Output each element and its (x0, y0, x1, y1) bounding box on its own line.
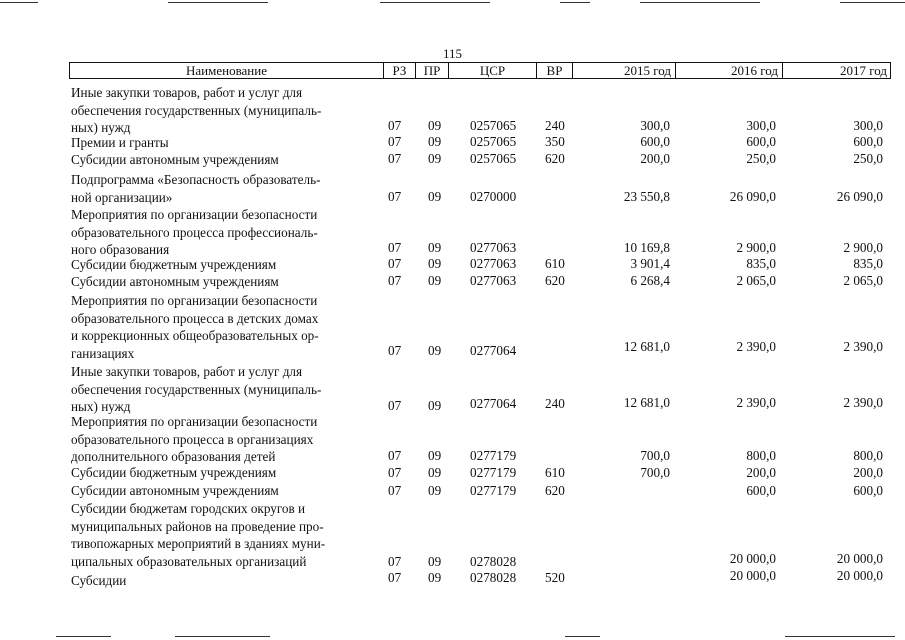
row-2017: 600,0 (853, 134, 883, 149)
row-pr: 09 (428, 256, 442, 271)
table-row (0, 169, 905, 205)
row-vr: 350 (545, 134, 565, 149)
row-vr (545, 239, 580, 256)
row-vr: 620 (545, 483, 565, 498)
row-rz: 07 (388, 398, 402, 413)
row-vr (545, 447, 580, 464)
table-row (0, 464, 905, 481)
table-row (0, 80, 905, 134)
row-name: Субсидии (71, 573, 127, 588)
row-csr: 0257065 (470, 134, 517, 149)
row-2016: 2 390,0 (736, 339, 776, 354)
row-rz: 07 (388, 483, 402, 498)
row-2015: 23 550,8 (623, 189, 670, 204)
row-csr: 0278028 (470, 570, 517, 585)
table-row (0, 273, 905, 289)
row-2015: 300,0 (640, 118, 670, 133)
scan-edge-line (785, 636, 895, 637)
row-rz: 07 (388, 256, 402, 271)
row-vr: 240 (545, 396, 565, 411)
row-2017: 200,0 (853, 465, 883, 480)
row-pr: 09 (428, 134, 442, 149)
row-name: Субсидии автономным учреждениям (71, 483, 279, 498)
table-row (0, 292, 905, 361)
row-pr: 09 (428, 483, 442, 498)
row-csr: 0277179 (470, 483, 517, 498)
row-2015: 12 681,0 (623, 339, 670, 354)
row-csr: 0277063 (470, 273, 517, 288)
row-pr: 09 (428, 554, 442, 569)
table-row (0, 482, 905, 499)
row-pr: 09 (428, 151, 442, 166)
table-row (0, 413, 905, 464)
row-rz: 07 (388, 134, 402, 149)
row-2017: 600,0 (853, 483, 883, 498)
row-vr: 240 (545, 118, 565, 133)
row-vr: 620 (545, 151, 565, 166)
row-2017: 800,0 (853, 448, 883, 463)
row-2016: 600,0 (746, 134, 776, 149)
row-rz: 07 (388, 240, 402, 255)
row-rz: 07 (388, 151, 402, 166)
row-name: Премии и гранты (71, 135, 169, 150)
row-2016: 600,0 (746, 483, 776, 498)
row-pr: 09 (428, 273, 442, 288)
header-csr: ЦСР (449, 63, 537, 79)
row-2016: 2 900,0 (736, 240, 776, 255)
table-row (0, 134, 905, 150)
row-name: Подпрограмма «Безопасность образователь- ной организации» (71, 172, 321, 205)
row-rz: 07 (388, 118, 402, 133)
row-2015 (580, 553, 670, 570)
row-2015: 3 901,4 (630, 256, 670, 271)
row-pr: 09 (428, 398, 442, 413)
row-2015: 700,0 (640, 465, 670, 480)
header-name: Наименование (70, 63, 384, 79)
row-vr (545, 188, 580, 205)
row-vr: 520 (545, 570, 565, 585)
row-pr: 09 (428, 465, 442, 480)
row-name: Субсидии автономным учреждениям (71, 152, 279, 167)
row-pr: 09 (428, 240, 442, 255)
row-rz: 07 (388, 554, 402, 569)
row-name: Иные закупки товаров, работ и услуг для обеспечения государственных (муниципаль- ных) нужд (71, 85, 322, 136)
row-2016: 250,0 (746, 151, 776, 166)
header-2017: 2017 год (840, 63, 887, 78)
row-2016: 200,0 (746, 465, 776, 480)
row-2016: 20 000,0 (729, 551, 776, 566)
row-csr: 0257065 (470, 118, 517, 133)
row-2015: 700,0 (640, 448, 670, 463)
row-2015 (580, 482, 670, 499)
table-row (0, 256, 905, 272)
row-csr: 0277064 (470, 343, 517, 358)
row-vr (545, 553, 580, 570)
header-2015: 2015 год (573, 63, 676, 79)
row-csr: 0277063 (470, 256, 517, 271)
row-2015: 12 681,0 (623, 395, 670, 410)
row-csr: 0278028 (470, 554, 517, 569)
row-2015: 600,0 (640, 134, 670, 149)
header-vr: ВР (537, 63, 573, 79)
row-2015: 200,0 (640, 151, 670, 166)
row-rz: 07 (388, 343, 402, 358)
row-pr: 09 (428, 189, 442, 204)
table-row (0, 569, 905, 590)
row-2017: 26 090,0 (836, 189, 883, 204)
row-vr: 610 (545, 465, 565, 480)
scan-edge-line (565, 636, 600, 637)
row-pr: 09 (428, 448, 442, 463)
row-2016: 2 390,0 (736, 395, 776, 410)
row-2015 (580, 569, 670, 586)
row-2017: 2 390,0 (843, 395, 883, 410)
row-name: Мероприятия по организации безопасности образовательного процесса в организациях дополнительного образования детей (71, 414, 318, 465)
row-2016: 800,0 (746, 448, 776, 463)
row-2017: 2 390,0 (843, 339, 883, 354)
row-pr: 09 (428, 118, 442, 133)
row-name: Субсидии бюджетным учреждениям (71, 465, 277, 480)
row-name: Субсидии бюджетным учреждениям (71, 257, 277, 272)
table-row (0, 500, 905, 570)
row-pr: 09 (428, 343, 442, 358)
row-rz: 07 (388, 448, 402, 463)
row-rz: 07 (388, 465, 402, 480)
row-csr: 0277179 (470, 448, 517, 463)
header-rz: РЗ (384, 63, 416, 79)
row-2016: 2 065,0 (736, 273, 776, 288)
row-2017: 20 000,0 (836, 568, 883, 583)
row-csr: 0270000 (470, 189, 517, 204)
row-pr: 09 (428, 570, 442, 585)
row-name: Мероприятия по организации безопасности образовательного процесса в детских домах и коррекционных общеобразовательных ор- ганизациях (71, 293, 319, 362)
table-row (0, 151, 905, 167)
row-2017: 835,0 (853, 256, 883, 271)
header-pr: ПР (416, 63, 449, 79)
row-2017: 2 065,0 (843, 273, 883, 288)
row-csr: 0277179 (470, 465, 517, 480)
row-csr: 0277064 (470, 396, 517, 411)
row-name: Мероприятия по организации безопасности образовательного процесса профессиональ- ного образования (71, 207, 318, 258)
row-2017: 250,0 (853, 151, 883, 166)
row-2017: 2 900,0 (843, 240, 883, 255)
row-2016: 20 000,0 (729, 568, 776, 583)
row-2016: 26 090,0 (729, 189, 776, 204)
row-2017: 300,0 (853, 118, 883, 133)
table-row (0, 361, 905, 414)
row-2017: 20 000,0 (836, 551, 883, 566)
row-rz: 07 (388, 273, 402, 288)
page-number: 115 (442, 46, 463, 61)
row-rz: 07 (388, 189, 402, 204)
row-2016: 300,0 (746, 118, 776, 133)
row-csr: 0277063 (470, 240, 517, 255)
row-csr: 0257065 (470, 151, 517, 166)
table-row (0, 204, 905, 256)
row-vr (545, 342, 580, 359)
row-2016: 835,0 (746, 256, 776, 271)
row-vr: 620 (545, 273, 565, 288)
row-name: Субсидии автономным учреждениям (71, 274, 279, 289)
row-2015: 6 268,4 (630, 273, 670, 288)
scan-edge-line (56, 636, 111, 637)
row-name: Субсидии бюджетам городских округов и муниципальных районов на проведение про- тивопожарных мероприятий в зданиях муни- ципальных образовательных организаций (71, 501, 326, 570)
row-name: Иные закупки товаров, работ и услуг для обеспечения государственных (муниципаль- ных) нужд (71, 364, 322, 415)
scan-edge-line (175, 636, 270, 637)
row-vr: 610 (545, 256, 565, 271)
row-2015: 10 169,8 (623, 240, 670, 255)
row-rz: 07 (388, 570, 402, 585)
header-2016: 2016 год (676, 63, 783, 79)
